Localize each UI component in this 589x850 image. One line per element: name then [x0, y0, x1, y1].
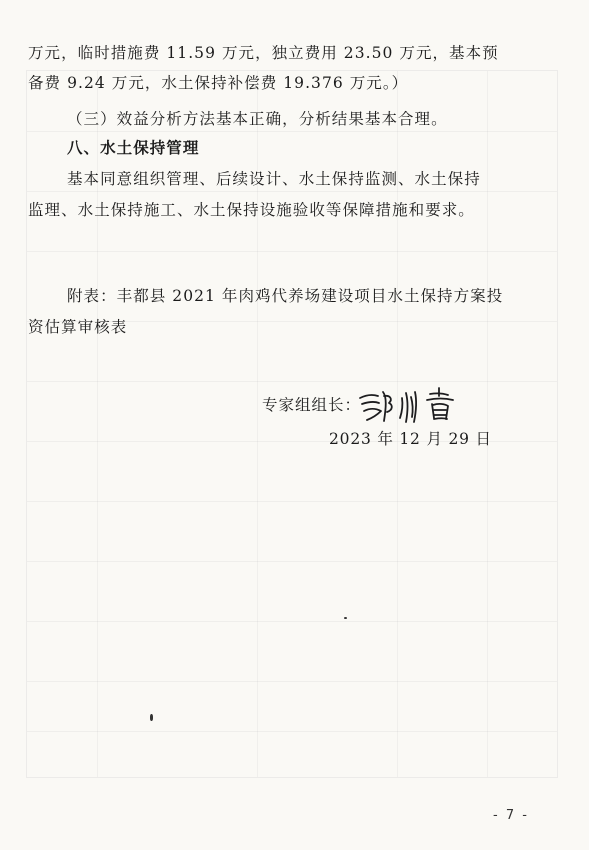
section-heading: 八、水土保持管理 [67, 139, 200, 157]
benefit-analysis-line: （三）效益分析方法基本正确，分析结果基本合理。 [67, 110, 448, 128]
handwritten-signature [356, 384, 476, 424]
management-line-1: 基本同意组织管理、后续设计、水土保持监测、水土保持 [67, 170, 481, 188]
cost-line-1: 万元，临时措施费 11.59 万元，独立费用 23.50 万元，基本预 [28, 44, 499, 62]
signature-label: 专家组组长： [262, 396, 362, 414]
scan-speck [150, 714, 153, 721]
page-number: - 7 - [493, 808, 529, 823]
attachment-line-1: 附表：丰都县 2021 年肉鸡代养场建设项目水土保持方案投 [67, 287, 504, 305]
scan-speck [344, 617, 347, 619]
document-date: 2023 年 12 月 29 日 [329, 430, 492, 448]
cost-line-2: 备费 9.24 万元，水土保持补偿费 19.376 万元。） [28, 74, 409, 92]
management-line-2: 监理、水土保持施工、水土保持设施验收等保障措施和要求。 [28, 201, 475, 219]
attachment-line-2: 资估算审核表 [28, 318, 128, 336]
